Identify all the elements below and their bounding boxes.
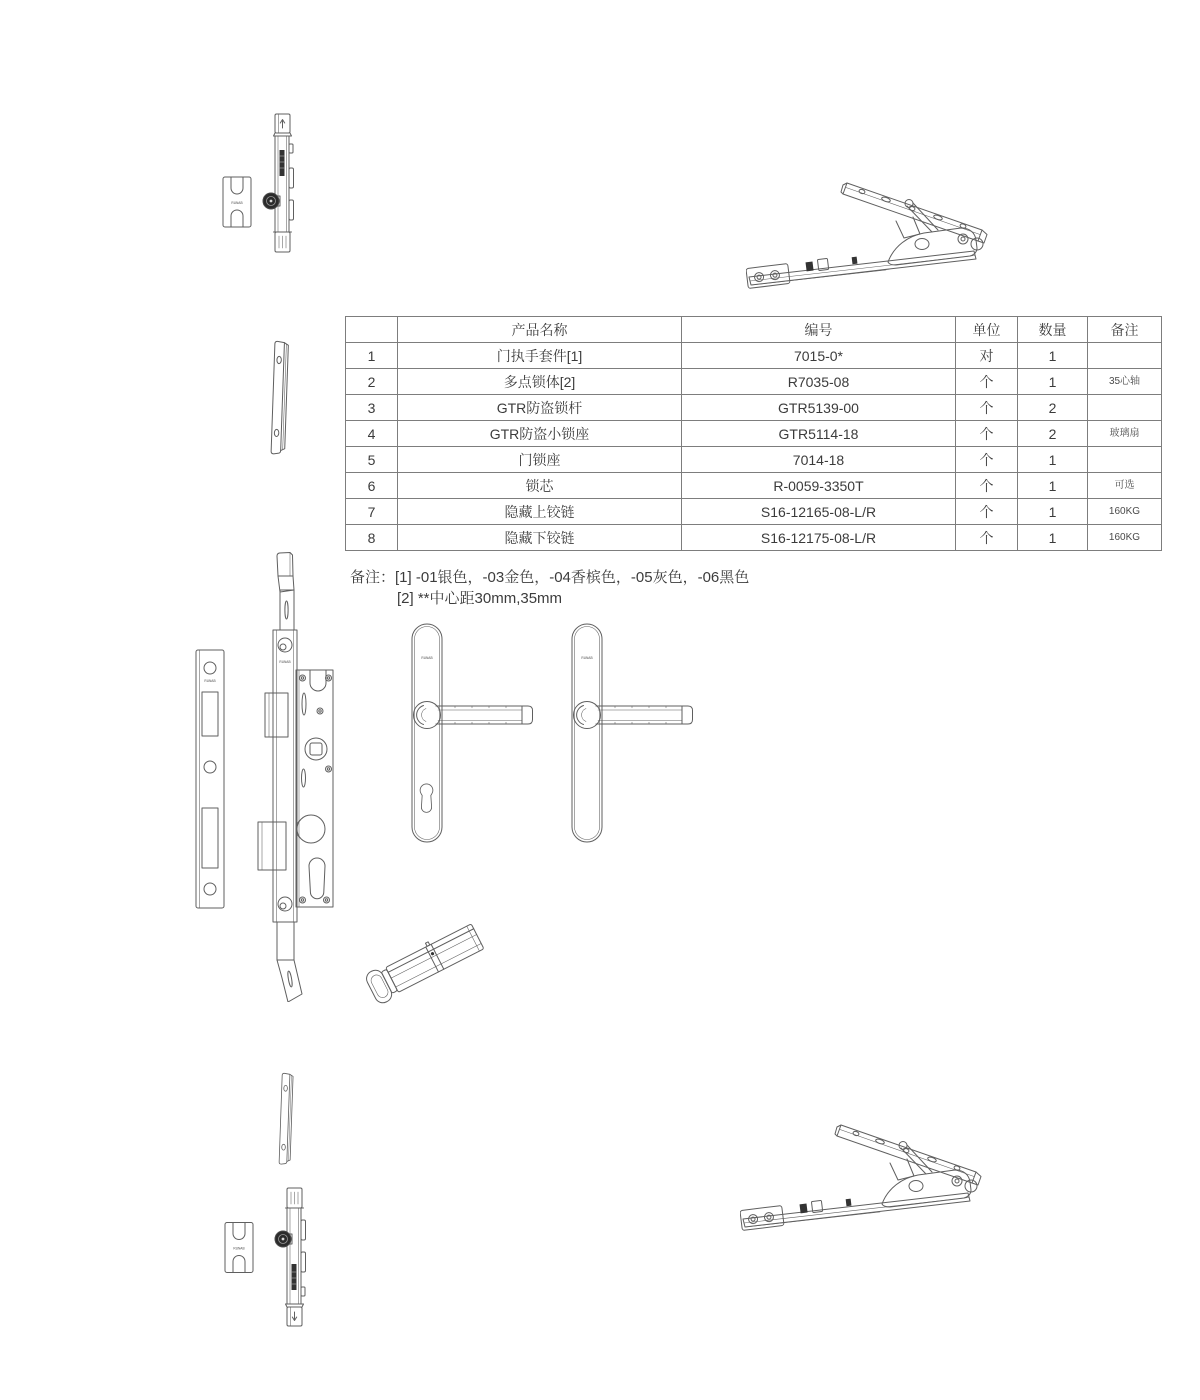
drawing-door-handle-right [570,622,700,844]
drawing-keeper-bracket-bottom [224,1221,254,1274]
table-cell: 6 [346,473,398,499]
table-cell: 玻璃扇 [1088,421,1162,447]
table-cell: 8 [346,525,398,551]
table-cell: 锁芯 [398,473,682,499]
table-row [346,473,1162,499]
header-quantity: 数量 [1018,317,1088,343]
table-cell: 1 [1018,525,1088,551]
table-cell: 个 [956,473,1018,499]
table-row [346,421,1162,447]
table-cell: 2 [1018,421,1088,447]
drawing-lock-cylinder [362,908,492,1004]
table-cell: GTR防盗小锁座 [398,421,682,447]
parts-table-body [346,343,1162,551]
table-cell: 对 [956,343,1018,369]
drawing-strip-plate-top [266,340,292,456]
table-header-row [346,317,1162,343]
table-cell: 5 [346,447,398,473]
table-cell: 个 [956,499,1018,525]
table-cell: 门锁座 [398,447,682,473]
header-remark: 备注 [1088,317,1162,343]
table-cell: 7 [346,499,398,525]
drawing-keeper-bracket-top [222,176,252,228]
drawing-concealed-hinge-bottom [740,1122,984,1240]
table-cell: GTR5114-18 [682,421,956,447]
table-cell: S16-12175-08-L/R [682,525,956,551]
drawing-concealed-hinge-top [746,180,990,298]
table-cell: 35心轴 [1088,369,1162,395]
table-cell [1088,395,1162,421]
header-code: 编号 [682,317,956,343]
table-cell: 160KG [1088,525,1162,551]
footnote-line-2 [397,588,749,609]
drawing-espagnolette-rod-bottom [274,1186,314,1328]
drawing-strike-plate [194,648,228,910]
table-cell: 1 [1018,369,1088,395]
table-cell: 1 [1018,447,1088,473]
table-cell: 隐藏下铰链 [398,525,682,551]
table-cell: 个 [956,421,1018,447]
parts-table [345,316,1161,551]
table-cell [1088,447,1162,473]
table-row [346,499,1162,525]
table-cell: 7015-0* [682,343,956,369]
footnote-text-2: [2] **中心距30mm,35mm [397,590,563,607]
table-row [346,395,1162,421]
table-cell: 1 [1018,473,1088,499]
header-unit: 单位 [956,317,1018,343]
table-cell: 可选 [1088,473,1162,499]
footnote-label: 备注： [350,569,396,586]
table-cell: 7014-18 [682,447,956,473]
table-cell: 160KG [1088,499,1162,525]
drawing-handle-keyhole [418,780,435,815]
table-row [346,369,1162,395]
table-cell: 多点锁体[2] [398,369,682,395]
table-cell: R7035-08 [682,369,956,395]
drawing-strip-plate-bottom [275,1072,296,1166]
table-cell: 个 [956,369,1018,395]
table-cell: 2 [346,369,398,395]
table-cell: GTR5139-00 [682,395,956,421]
drawing-multipoint-lock-body [250,552,335,1002]
drawing-espagnolette-rod-top [262,112,302,254]
table-row [346,447,1162,473]
footnote-line-1 [350,567,749,588]
table-row [346,343,1162,369]
footnote-text-1: [1] -01银色，-03金色，-04香槟色，-05灰色，-06黑色 [395,569,750,586]
table-cell: 个 [956,447,1018,473]
table-cell: 4 [346,421,398,447]
table-cell: 3 [346,395,398,421]
table-cell [1088,343,1162,369]
table-cell: 个 [956,525,1018,551]
header-product-name: 产品名称 [398,317,682,343]
table-cell: GTR防盗锁杆 [398,395,682,421]
table-cell: R-0059-3350T [682,473,956,499]
table-cell: 隐藏上铰链 [398,499,682,525]
table-cell: 1 [1018,343,1088,369]
header-index [346,317,398,343]
table-cell: 门执手套件[1] [398,343,682,369]
table-cell: 2 [1018,395,1088,421]
table-cell: 1 [1018,499,1088,525]
table-cell: S16-12165-08-L/R [682,499,956,525]
table-row [346,525,1162,551]
table-cell: 个 [956,395,1018,421]
footnotes [350,567,749,609]
table-cell: 1 [346,343,398,369]
